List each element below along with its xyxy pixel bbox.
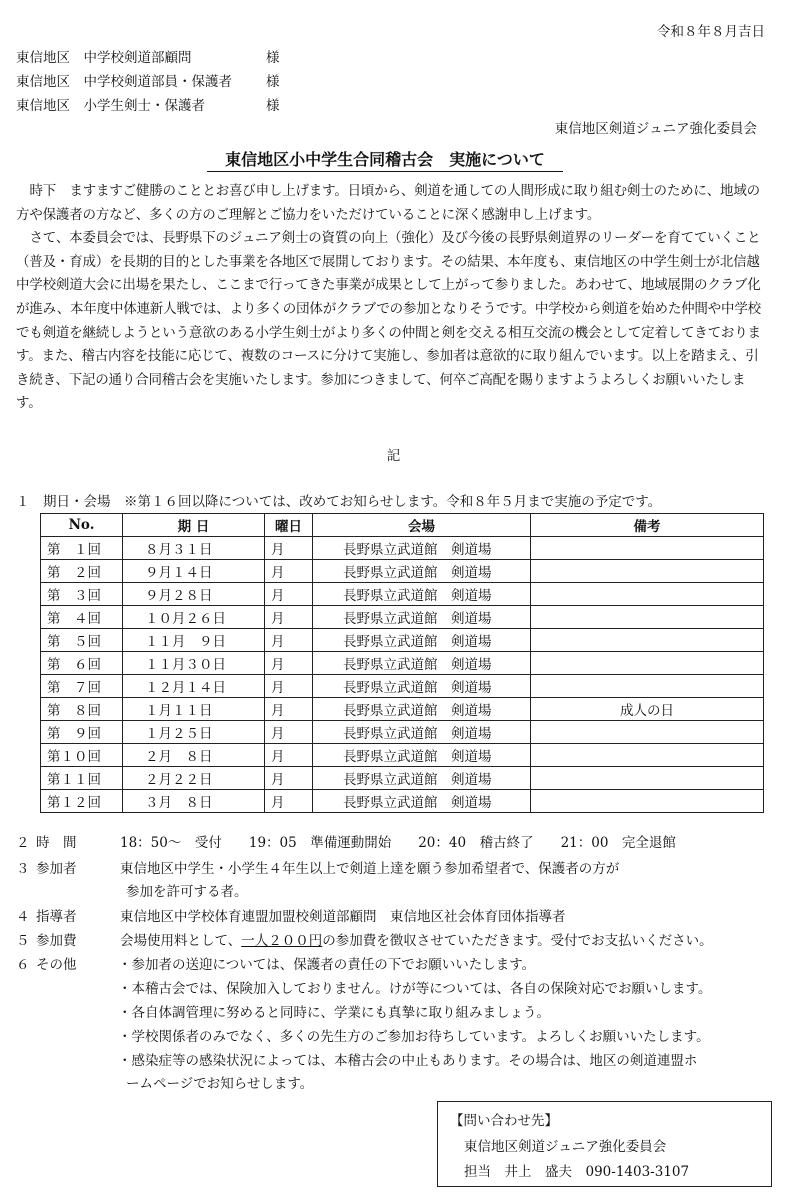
remarks-cell — [531, 629, 764, 652]
round-cell: 第１０回 — [41, 744, 123, 767]
section-number: １ — [16, 494, 30, 510]
round-cell: 第 ５回 — [41, 629, 123, 652]
venue-cell: 長野県立武道館 剣道場 — [313, 767, 531, 790]
date-cell: ２月 ８日 — [123, 744, 265, 767]
remarks-cell — [531, 537, 764, 560]
round-cell: 第 ７回 — [41, 675, 123, 698]
weekday-cell: 月 — [265, 767, 313, 790]
other-item: ・参加者の送迎については、保護者の責任の下でお願いいたします。 — [118, 957, 536, 973]
col-header-venue: 会場 — [313, 514, 531, 537]
weekday-cell: 月 — [265, 629, 313, 652]
recipient-line — [16, 94, 280, 114]
body-paragraph: 時下 ますますご健勝のこととお喜び申し上げます。日頃から、剣道を通しての人間形成に取り組む剣士のために、地域の方や保護者の方など、多くの方のご理解とご協力をいただけていることに深く感謝申し上げます。 — [16, 183, 760, 223]
col-header-date: 期 日 — [123, 514, 265, 537]
venue-cell: 長野県立武道館 剣道場 — [313, 560, 531, 583]
section-label: 指導者 — [36, 909, 77, 925]
venue-cell: 長野県立武道館 剣道場 — [313, 675, 531, 698]
document-title — [0, 147, 770, 170]
round-cell: 第 １回 — [41, 537, 123, 560]
table-row — [41, 537, 764, 560]
col-header-weekday: 曜日 — [265, 514, 313, 537]
section-time — [16, 831, 676, 851]
table-row — [41, 698, 764, 721]
section-other — [16, 953, 120, 973]
date-cell: ９月２８日 — [123, 583, 265, 606]
table-row — [41, 675, 764, 698]
section-text: 東信地区中学生・小学生４年生以上で剣道上達を願う参加希望者で、保護者の方が — [120, 861, 620, 877]
section-label: 時 間 — [36, 835, 77, 851]
remarks-cell — [531, 790, 764, 813]
recipient-org: 東信地区 中学校剣道部顧問 — [16, 50, 192, 66]
other-item: ・本稽古会では、保険加入しておりません。けが等については、各自の保険対応でお願いします。 — [118, 981, 712, 997]
weekday-cell: 月 — [265, 537, 313, 560]
date-cell: ３月 ８日 — [123, 790, 265, 813]
section-text: 18：50～ 受付 19：05 準備運動開始 20：40 稽古終了 21：00 完全退館 — [120, 835, 676, 851]
venue-cell: 長野県立武道館 剣道場 — [313, 537, 531, 560]
round-cell: 第 ４回 — [41, 606, 123, 629]
venue-cell: 長野県立武道館 剣道場 — [313, 583, 531, 606]
weekday-cell: 月 — [265, 652, 313, 675]
remarks-cell — [531, 560, 764, 583]
contact-box — [437, 1101, 772, 1187]
recipient-line — [16, 70, 280, 90]
date-cell: １月２５日 — [123, 721, 265, 744]
section-participants — [16, 857, 619, 877]
section-participants-cont: 参加を許可する者。 — [126, 884, 248, 900]
date-cell: ９月１４日 — [123, 560, 265, 583]
section-text: 東信地区中学校体育連盟加盟校剣道部顧問 東信地区社会体育団体指導者 — [120, 909, 566, 925]
remarks-cell — [531, 675, 764, 698]
weekday-cell: 月 — [265, 583, 313, 606]
other-item: ・学校関係者のみでなく、多くの先生方のご参加お待ちしています。よろしくお願いいたします。 — [118, 1029, 710, 1045]
col-header-remarks: 備考 — [531, 514, 764, 537]
date-cell: ８月３１日 — [123, 537, 265, 560]
recipient-line — [16, 46, 280, 66]
section-number: ２ — [16, 835, 30, 851]
weekday-cell: 月 — [265, 721, 313, 744]
section-note: ※第１６回以降については、改めてお知らせします。令和８年５月まで実施の予定です。 — [124, 494, 662, 510]
recipient-org: 東信地区 中学校剣道部員・保護者 — [16, 74, 232, 90]
remarks-cell — [531, 721, 764, 744]
table-row — [41, 744, 764, 767]
remarks-cell — [531, 583, 764, 606]
venue-cell: 長野県立武道館 剣道場 — [313, 698, 531, 721]
section-number: ６ — [16, 957, 30, 973]
section-number: ３ — [16, 861, 30, 877]
contact-org: 東信地区剣道ジュニア強化委員会 — [464, 1139, 667, 1155]
weekday-cell: 月 — [265, 698, 313, 721]
issue-date: 令和８年８月吉日 — [657, 24, 765, 40]
table-row — [41, 629, 764, 652]
table-row — [41, 721, 764, 744]
date-cell: １月１１日 — [123, 698, 265, 721]
venue-cell: 長野県立武道館 剣道場 — [313, 744, 531, 767]
venue-cell: 長野県立武道館 剣道場 — [313, 606, 531, 629]
col-header-no: No. — [41, 514, 123, 537]
remarks-cell — [531, 744, 764, 767]
venue-cell: 長野県立武道館 剣道場 — [313, 629, 531, 652]
round-cell: 第１１回 — [41, 767, 123, 790]
document-title-text: 東信地区小中学生合同稽古会 実施について — [207, 150, 563, 172]
venue-cell: 長野県立武道館 剣道場 — [313, 652, 531, 675]
date-cell: １２月１４日 — [123, 675, 265, 698]
date-cell: １１月 ９日 — [123, 629, 265, 652]
other-item-cont: ームページでお知らせします。 — [126, 1076, 314, 1092]
recipient-honorific: 様 — [266, 98, 280, 114]
other-item: ・各自体調管理に努めると同時に、学業にも真摯に取り組みましょう。 — [118, 1005, 550, 1021]
fee-amount: 一人２００円 — [241, 933, 323, 949]
round-cell: 第 ６回 — [41, 652, 123, 675]
round-cell: 第 ２回 — [41, 560, 123, 583]
section-number: ４ — [16, 909, 30, 925]
section-instructors — [16, 905, 566, 925]
venue-cell: 長野県立武道館 剣道場 — [313, 721, 531, 744]
contact-person: 担当 井上 盛夫 090-1403-3107 — [464, 1164, 690, 1180]
section-schedule-heading — [16, 490, 661, 510]
schedule-table — [40, 513, 764, 813]
table-row — [41, 767, 764, 790]
date-cell: １０月２６日 — [123, 606, 265, 629]
body-text — [16, 180, 766, 416]
table-row — [41, 583, 764, 606]
section-text: の参加費を徴収させていただきます。受付でお支払いください。 — [322, 933, 713, 949]
schedule-table-body — [41, 537, 764, 813]
remarks-cell — [531, 606, 764, 629]
section-number: ５ — [16, 933, 30, 949]
round-cell: 第 ９回 — [41, 721, 123, 744]
table-row — [41, 606, 764, 629]
weekday-cell: 月 — [265, 606, 313, 629]
contact-heading: 【問い合わせ先】 — [450, 1113, 558, 1129]
table-row — [41, 790, 764, 813]
other-item: ・感染症等の感染状況によっては、本稽古会の中止もあります。その場合は、地区の剣道連盟ホ — [118, 1053, 698, 1069]
weekday-cell: 月 — [265, 675, 313, 698]
section-fee — [16, 929, 713, 949]
table-row — [41, 652, 764, 675]
section-label: その他 — [36, 957, 77, 973]
venue-cell: 長野県立武道館 剣道場 — [313, 790, 531, 813]
section-text: 会場使用料として、 — [120, 933, 242, 949]
section-label: 参加者 — [36, 861, 77, 877]
body-paragraph: さて、本委員会では、長野県下のジュニア剣士の資質の向上（強化）及び今後の長野県剣道界のリーダーを育てていくこと（普及・育成）を長期的目的とした事業を各地区で展開しております。その結果、本年度も、東信地区の中学生剣士が北信越中学校剣道大会に出場を果たし、ここまで行ってきた事業が成果として上がって参りました。あわせて、地域展開のクラブ化が進み、本年度中体連新人戦では、より多くの団体がクラブでの参加となりそうです。中学校から剣道を始めた仲間や中学校でも剣道を継続しようという意欲のある小学生剣士がより多くの仲間と剣を交える相互交流の機会として定着してきております。また、稽古内容を技能に応じて、複数のコースに分けて実施し、参加者は意欲的に取り組んでいます。以上を踏まえ、引き続き、下記の通り合同稽古会を実施いたします。参加につきまして、何卒ご高配を賜りますようよろしくお願いいたします。 — [16, 230, 761, 412]
weekday-cell: 月 — [265, 790, 313, 813]
table-header-row — [41, 514, 764, 537]
recipient-honorific: 様 — [266, 50, 280, 66]
weekday-cell: 月 — [265, 560, 313, 583]
recipient-org: 東信地区 小学生剣士・保護者 — [16, 98, 205, 114]
weekday-cell: 月 — [265, 744, 313, 767]
remarks-cell: 成人の日 — [531, 698, 764, 721]
remarks-cell — [531, 767, 764, 790]
round-cell: 第１２回 — [41, 790, 123, 813]
remarks-cell — [531, 652, 764, 675]
round-cell: 第 ３回 — [41, 583, 123, 606]
date-cell: １１月３０日 — [123, 652, 265, 675]
date-cell: ２月２２日 — [123, 767, 265, 790]
recipient-honorific: 様 — [266, 74, 280, 90]
table-row — [41, 560, 764, 583]
ki-heading: 記 — [386, 448, 401, 464]
section-label: 参加費 — [36, 933, 77, 949]
sender-org: 東信地区剣道ジュニア強化委員会 — [554, 121, 757, 137]
section-label: 期日・会場 — [43, 494, 111, 510]
round-cell: 第 ８回 — [41, 698, 123, 721]
